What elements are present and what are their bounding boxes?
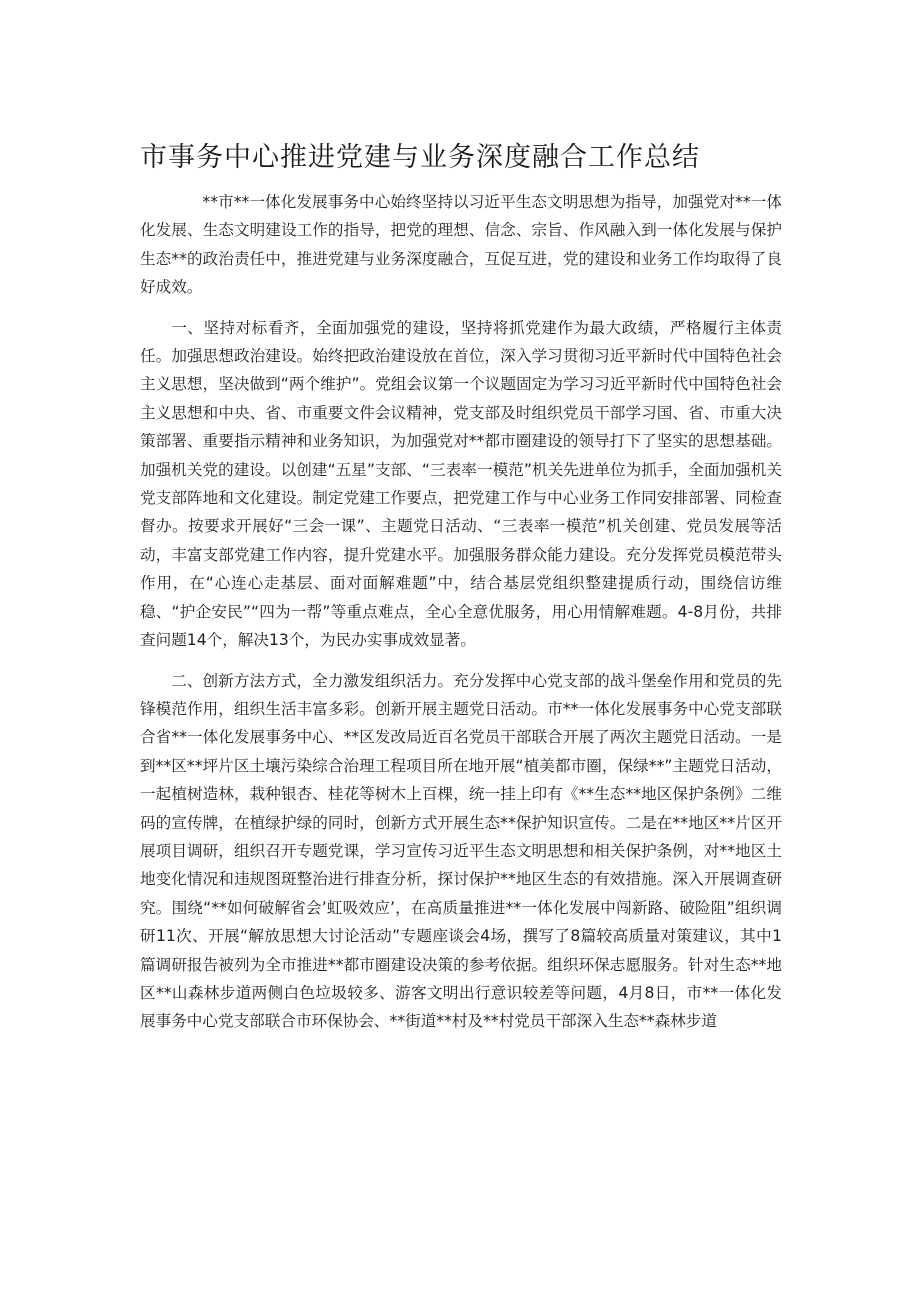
intro-paragraph: **市**一体化发展事务中心始终坚持以习近平生态文明思想为指导，加强党对**一体化发展、生态文明建设工作的指导，把党的理想、信念、宗旨、作风融入到一体化发展与保护生态**的政治责任中，推进党建与业务深度融合，互促互进，党的建设和业务工作均取得了良好成效。 [140,193,782,297]
document-title: 市事务中心推进党建与业务深度融合工作总结 [140,142,700,173]
section-one-paragraph: 一、坚持对标看齐，全面加强党的建设，坚持将抓党建作为最大政绩，严格履行主体责任。加强思想政治建设。始终把政治建设放在首位，深入学习贯彻习近平新时代中国特色社会主义思想，坚决做到“两个维护”。党组会议第一个议题固定为学习习近平新时代中国特色社会主义思想和中央、省、市重要文件会议精神，党支部及时组织党员干部学习国、省、市重大决策部署、重要指示精神和业务知识，为加强党对**都市圈建设的领导打下了坚实的思想基础。加强机关党的建设。以创建“五星”支部、“三表率一模范”机关先进单位为抓手，全面加强机关党支部阵地和文化建设。制定党建工作要点，把党建工作与中心业务工作同安排部署、同检查督办。按要求开展好“三会一课”、主题党日活动、“三表率一模范”机关创建、党员发展等活动，丰富支部党建工作内容，提升党建水平。加强服务群众能力建设。充分发挥党员模范带头作用，在“心连心走基层、面对面解难题”中，结合基层党组织整建提质行动，围绕信访维稳、“护企安民”“四为一帮”等重点难点，全心全意优服务，用心用情解难题。4-8月份，共排查问题14个，解决13个，为民办实事成效显著。 [140,318,782,650]
section-two-paragraph: 二、创新方法方式，全力激发组织活力。充分发挥中心党支部的战斗堡垒作用和党员的先锋模范作用，组织生活丰富多彩。创新开展主题党日活动。市**一体化发展事务中心党支部联合省**一体化发展事务中心、**区发改局近百名党员干部联合开展了两次主题党日活动。一是到**区**坪片区土壤污染综合治理工程项目所在地开展“植美都市圈，保绿**”主题党日活动，一起植树造林，栽种银杏、桂花等树木上百棵，统一挂上印有《**生态**地区保护条例》二维码的宣传牌，在植绿护绿的同时，创新方式开展生态**保护知识宣传。二是在**地区**片区开展项目调研，组织召开专题党课，学习宣传习近平生态文明思想和相关保护条例，对**地区土地变化情况和违规图斑整治进行排查分析，探讨保护**地区生态的有效措施。深入开展调查研究。围绕“**如何破解省会’虹吸效应’，在高质量推进**一体化发展中闯新路、破险阻”组织调研11次、开展“解放思想大讨论活动”专题座谈会4场，撰写了8篇较高质量对策建议，其中1篇调研报告被列为全市推进**都市圈建设决策的参考依据。组织环保志愿服务。针对生态**地区**山森林步道两侧白色垃圾较多、游客文明出行意识较差等问题，4月8日，市**一体化发展事务中心党支部联合市环保协会、**街道**村及**村党员干部深入生态**森林步道 [140,671,782,1031]
document-body [140,188,782,1048]
